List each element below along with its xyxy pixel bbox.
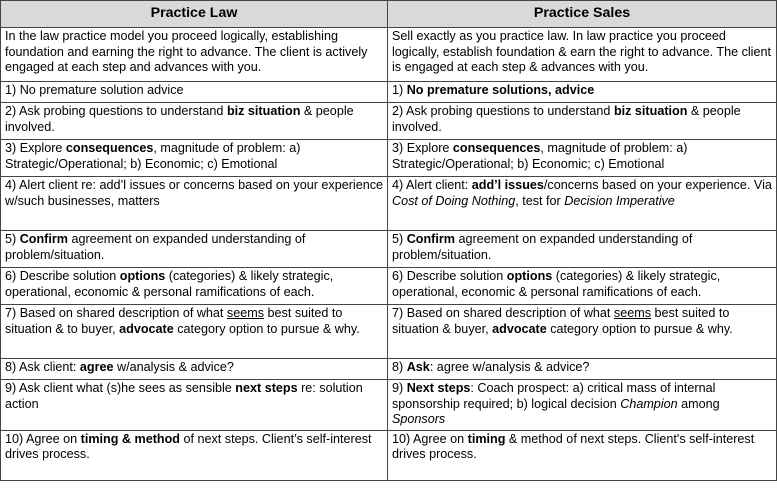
cell-text: agree	[79, 360, 114, 374]
cell-text: , test for	[515, 193, 565, 208]
table-row	[1, 231, 777, 268]
table-row	[1, 103, 777, 140]
header-practice-sales: Practice Sales	[388, 1, 777, 28]
cell-text: add’l issues	[471, 178, 544, 192]
cell-text: timing	[467, 431, 506, 446]
law-cell	[1, 177, 388, 231]
cell-text: w/analysis & advice?	[113, 360, 234, 374]
law-cell	[1, 140, 388, 177]
table-row	[1, 177, 777, 231]
cell-text: 8) Ask client:	[5, 360, 80, 374]
cell-text: Sell exactly as you practice law. In law practice you proceed logically, establish foundation & earn the right to advance. The client is engaged at each step & advances with you.	[392, 29, 771, 75]
cell-text: seems	[226, 306, 265, 320]
cell-text: Next steps	[406, 381, 471, 395]
sales-cell	[388, 103, 777, 140]
sales-cell	[388, 28, 777, 82]
cell-text: 2) Ask probing questions to understand	[5, 104, 227, 118]
cell-text: Cost of Doing Nothing	[392, 193, 516, 208]
cell-text: , magnitude of problem: a) Strategic/Operational; b) Economic; c) Emotional	[392, 141, 688, 171]
sales-cell	[388, 305, 777, 359]
cell-text: options	[506, 269, 553, 283]
cell-text: 6) Describe solution	[392, 269, 507, 283]
cell-text: 6) Describe solution	[5, 269, 120, 283]
sales-cell	[388, 268, 777, 305]
sales-cell	[388, 231, 777, 268]
cell-text: agreement on expanded understanding of problem/situation.	[5, 232, 306, 262]
cell-text: /concerns based on your experience. Via	[543, 178, 772, 192]
table-row	[1, 305, 777, 359]
table-row	[1, 140, 777, 177]
cell-text: , magnitude of problem: a) Strategic/Operational; b) Economic; c) Emotional	[5, 141, 301, 171]
cell-text: : Coach prospect: a) critical mass of internal sponsorship required; b) logical decision	[392, 381, 716, 411]
cell-text: Confirm	[19, 232, 68, 246]
cell-text: & people involved.	[392, 104, 741, 134]
law-cell	[1, 268, 388, 305]
cell-text: 7) Based on shared description of what	[5, 306, 227, 320]
cell-text: advocate	[492, 321, 547, 336]
cell-text: options	[119, 269, 166, 283]
cell-text: Decision Imperative	[564, 193, 675, 208]
cell-text: re: solution action	[5, 381, 363, 411]
cell-text: 7) Based on shared description of what	[392, 306, 614, 320]
cell-text: 5)	[392, 232, 407, 246]
cell-text: biz situation	[613, 104, 688, 118]
cell-text: Sponsors	[392, 412, 446, 427]
cell-text: category option to pursue & why.	[546, 321, 733, 336]
cell-text: Confirm	[406, 232, 455, 246]
cell-text: among	[677, 396, 720, 411]
cell-text: : agree w/analysis & advice?	[429, 360, 590, 374]
cell-text: timing & method	[80, 431, 180, 446]
law-cell	[1, 305, 388, 359]
table-row	[1, 430, 777, 480]
cell-text: (categories) & likely strategic, operational, economic & personal ramifications of each.	[5, 269, 334, 299]
cell-text: & people involved.	[5, 104, 354, 134]
cell-text: best suited to situation & to buyer,	[5, 306, 343, 336]
cell-text: advocate	[119, 321, 174, 336]
cell-text: (categories) & likely strategic, operational, economic & personal ramifications of each.	[392, 269, 721, 299]
header-practice-law: Practice Law	[1, 1, 388, 28]
cell-text: 9) Ask client what (s)he sees as sensible	[5, 381, 236, 395]
cell-text: 10) Agree on	[392, 431, 468, 446]
sales-cell	[388, 359, 777, 380]
law-cell	[1, 231, 388, 268]
cell-text: No premature solutions, advice	[406, 83, 595, 97]
cell-text: 2) Ask probing questions to understand	[392, 104, 614, 118]
law-cell	[1, 359, 388, 380]
table-row	[1, 380, 777, 431]
cell-text: 1) No premature solution advice	[5, 83, 184, 97]
cell-text: seems	[613, 306, 652, 320]
cell-text: agreement on expanded understanding of problem/situation.	[392, 232, 693, 262]
table-body	[1, 28, 777, 481]
sales-cell	[388, 140, 777, 177]
law-cell	[1, 103, 388, 140]
cell-text: category option to pursue & why.	[173, 321, 360, 336]
sales-cell	[388, 82, 777, 103]
law-cell	[1, 82, 388, 103]
cell-text: of next steps. Client’s self-interest drives process.	[5, 431, 372, 462]
law-cell	[1, 28, 388, 82]
cell-text: 1)	[392, 83, 407, 97]
table-row	[1, 82, 777, 103]
law-cell	[1, 430, 388, 480]
sales-cell	[388, 177, 777, 231]
cell-text: 8)	[392, 360, 407, 374]
cell-text: Champion	[620, 396, 678, 411]
sales-cell	[388, 380, 777, 431]
table-row	[1, 359, 777, 380]
cell-text: next steps	[235, 381, 298, 395]
table-row	[1, 28, 777, 82]
cell-text: & method of next steps. Client's self-interest drives process.	[392, 431, 755, 462]
cell-text: 4) Alert client:	[392, 178, 472, 192]
cell-text: 3) Explore	[5, 141, 66, 155]
cell-text: 3) Explore	[392, 141, 453, 155]
cell-text: consequences	[452, 141, 541, 155]
cell-text: In the law practice model you proceed logically, establishing foundation and earning the right to advance. The client is actively engaged at each step and advances with you.	[5, 29, 368, 75]
table-row	[1, 268, 777, 305]
header-row	[1, 1, 777, 28]
cell-text: Ask	[406, 360, 430, 374]
cell-text: best suited to situation & buyer,	[392, 306, 730, 336]
sales-cell	[388, 430, 777, 480]
cell-text: biz situation	[226, 104, 301, 118]
cell-text: 9)	[392, 381, 407, 395]
law-cell	[1, 380, 388, 431]
cell-text: 5)	[5, 232, 20, 246]
cell-text: 4) Alert client re: add’l issues or concerns based on your experience w/such businesses, matters	[5, 178, 384, 208]
cell-text: consequences	[65, 141, 154, 155]
cell-text: 10) Agree on	[5, 431, 81, 446]
